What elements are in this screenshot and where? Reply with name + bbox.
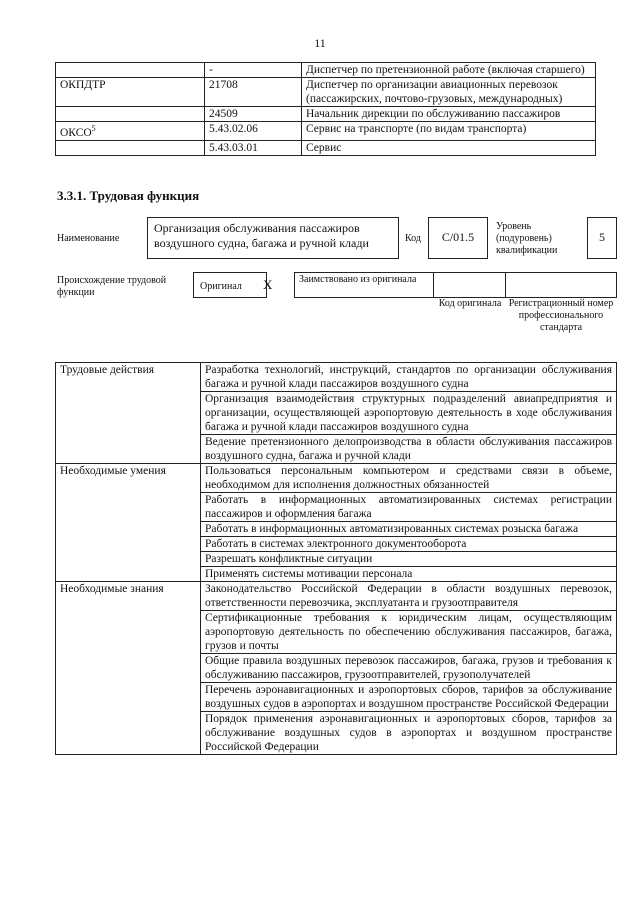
page-number: 11 [314, 36, 326, 50]
okso-label: ОКСО [60, 126, 92, 139]
reg-number-caption: Регистрационный номер профессионального стандарта [508, 298, 614, 333]
function-details-table [55, 362, 617, 755]
item-cell: Законодательство Российской Федерации в области воздушных перевозок, ответственности перевозчика, эксплуатанта и грузоотправителя [201, 582, 617, 611]
category-cell: Необходимые умения [56, 464, 201, 582]
table-cell [56, 63, 205, 78]
table-row [56, 582, 617, 611]
function-code-box: C/01.5 [428, 217, 488, 259]
table-cell: - [205, 63, 302, 78]
table-cell: Диспетчер по претензионной работе (включая старшего) [302, 63, 596, 78]
original-code-box [433, 272, 506, 298]
function-name-box: Организация обслуживания пассажиров воздушного судна, багажа и ручной клади [147, 217, 399, 259]
table-row [56, 78, 596, 107]
item-cell: Сертификационные требования к юридическим лицам, осуществляющим аэропортовую деятельность по обеспечению обслуживания пассажиров, багажа, грузов и почты [201, 611, 617, 654]
table-cell: 24509 [205, 107, 302, 122]
table-cell: Диспетчер по организации авиационных перевозок (пассажирских, почтово-грузовых, международных) [302, 78, 596, 107]
original-mark: X [263, 277, 273, 292]
category-cell: Необходимые знания [56, 582, 201, 755]
item-cell: Работать в системах электронного документооборота [201, 537, 617, 552]
table-cell: 21708 [205, 78, 302, 107]
code-original-caption: Код оригинала [438, 298, 502, 309]
table-cell: Сервис [302, 140, 596, 155]
table-row [56, 363, 617, 392]
section-title: 3.3.1. Трудовая функция [57, 188, 200, 203]
classification-table [55, 62, 596, 156]
item-cell: Ведение претензионного делопроизводства в области обслуживания пассажиров воздушного судна, багажа и ручной клади [201, 435, 617, 464]
table-cell: Сервис на транспорте (по видам транспорта) [302, 122, 596, 141]
origin-label: Происхождение трудовой функции [57, 275, 167, 298]
item-cell: Общие правила воздушных перевозок пассажиров, багажа, грузов и требования к обслуживанию пассажиров, грузоотправителей, грузополучателей [201, 654, 617, 683]
name-label: Наименование [57, 233, 120, 244]
original-label-box: Оригинал [193, 272, 267, 298]
item-cell: Пользоваться персональным компьютером и средствами связи в объеме, необходимом для исполнения должностных обязанностей [201, 464, 617, 493]
borrowed-label-box: Заимствовано из оригинала [294, 272, 434, 298]
item-cell: Работать в информационных автоматизированных системах розыска багажа [201, 522, 617, 537]
table-row [56, 63, 596, 78]
table-row [56, 122, 596, 141]
table-cell [56, 122, 205, 141]
table-row [56, 464, 617, 493]
table-cell: 5.43.03.01 [205, 140, 302, 155]
item-cell: Организация взаимодействия структурных подразделений авиапредприятия и организации, осуществляющей аэропортовую деятельность в ходе обслуживания багажа и ручной клади пассажиров воздушного судна [201, 392, 617, 435]
item-cell: Перечень аэронавигационных и аэропортовых сборов, тарифов за обслуживание воздушных судов в аэропортах и воздушном пространстве Российской Федерации [201, 683, 617, 712]
table-cell [56, 107, 205, 122]
category-cell: Трудовые действия [56, 363, 201, 464]
item-cell: Порядок применения аэронавигационных и аэропортовых сборов, тарифов за обслуживание воздушных судов в аэропортах и воздушном пространстве Российской Федерации [201, 712, 617, 755]
table-cell [56, 140, 205, 155]
footnote-mark: 5 [91, 124, 96, 133]
reg-number-box [505, 272, 617, 298]
table-row [56, 140, 596, 155]
level-value-box: 5 [587, 217, 617, 259]
item-cell: Применять системы мотивации персонала [201, 567, 617, 582]
code-label: Код [405, 233, 421, 244]
item-cell: Разработка технологий, инструкций, стандартов по организации обслуживания багажа и ручной клади пассажиров воздушного судна [201, 363, 617, 392]
table-cell: Начальник дирекции по обслуживанию пассажиров [302, 107, 596, 122]
table-cell: ОКПДТР [56, 78, 205, 107]
level-label: Уровень (подуровень) квалификации [496, 221, 558, 256]
table-row [56, 107, 596, 122]
item-cell: Разрешать конфликтные ситуации [201, 552, 617, 567]
item-cell: Работать в информационных автоматизированных системах регистрации пассажиров и оформления багажа [201, 493, 617, 522]
table-cell: 5.43.02.06 [205, 122, 302, 141]
